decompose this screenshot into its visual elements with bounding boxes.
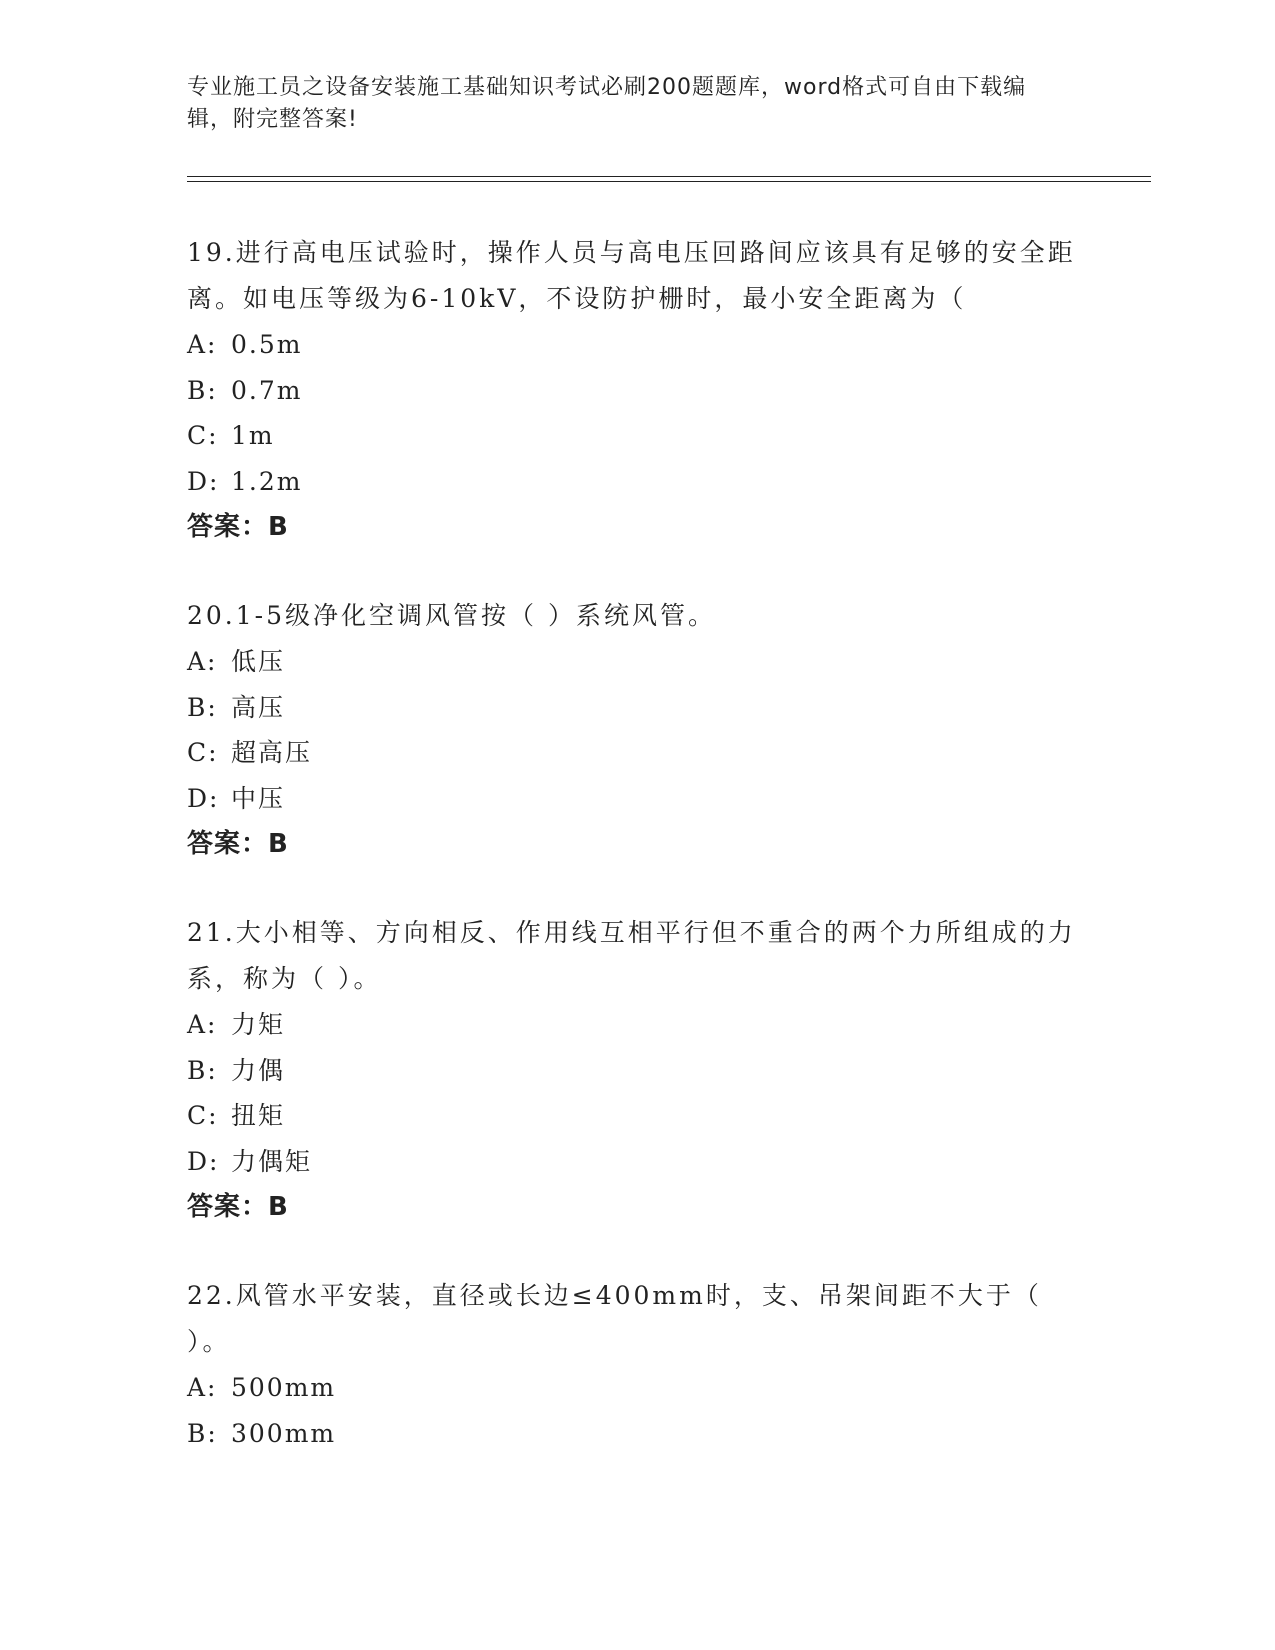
question-19 [187,230,1087,550]
option-b [187,1411,1087,1457]
option-text: 低压 [231,647,286,676]
document-header: 专业施工员之设备安装施工基础知识考试必刷200题题库，word格式可自由下载编辑，附完整答案! [187,75,1027,132]
option-letter: B: [187,1055,218,1085]
answer-label: 答案：B [187,829,289,859]
option-b [187,368,1087,414]
option-letter: A: [187,1373,218,1402]
option-letter: A: [187,330,218,359]
option-text: 0.5m [231,330,303,359]
option-letter: D: [187,1146,220,1176]
option-letter: C: [187,421,219,450]
option-letter: C: [187,738,219,767]
option-text: 1m [231,421,275,450]
option-text: 扭矩 [231,1101,286,1130]
option-text: 中压 [231,783,286,813]
option-b [187,1048,1087,1094]
option-a [187,322,1087,368]
question-text: 20.1-5级净化空调风管按（ ）系统风管。 [187,601,716,630]
question-text: 19.进行高电压试验时，操作人员与高电压回路间应该具有足够的安全距离。如电压等级为6-10kV，不设防护栅时，最小安全距离为（ [187,238,1076,313]
option-a [187,639,1087,685]
question-20 [187,593,1087,867]
option-text: 超高压 [231,738,313,767]
question-text: 21.大小相等、方向相反、作用线互相平行但不重合的两个力所组成的力系，称为（ ）。 [187,918,1076,993]
option-letter: D: [187,783,220,813]
option-text: 0.7m [231,375,303,405]
header-rule-bottom [187,181,1151,182]
option-text: 300mm [231,1418,337,1448]
question-21 [187,910,1087,1230]
option-text: 1.2m [231,466,303,496]
question-22 [187,1273,1087,1456]
option-letter: B: [187,375,218,405]
option-letter: B: [187,1418,218,1448]
option-letter: C: [187,1101,219,1130]
option-letter: A: [187,1010,218,1039]
option-c [187,1093,1087,1139]
option-letter: D: [187,466,220,496]
answer-label: 答案：B [187,1192,289,1222]
option-a [187,1002,1087,1048]
option-a [187,1365,1087,1411]
option-text: 高压 [231,692,286,722]
option-c [187,730,1087,776]
option-d [187,1139,1087,1185]
option-text: 500mm [231,1373,337,1402]
option-d [187,459,1087,505]
option-d [187,776,1087,822]
option-text: 力矩 [231,1010,286,1039]
header-rule-top [187,176,1151,177]
option-text: 力偶矩 [231,1146,313,1176]
question-list [187,230,1087,1499]
option-letter: A: [187,647,218,676]
option-c [187,413,1087,459]
option-b [187,685,1087,731]
option-text: 力偶 [231,1055,286,1085]
option-letter: B: [187,692,218,722]
answer-label: 答案：B [187,512,289,542]
question-text: 22.风管水平安装，直径或长边≤400mm时，支、吊架间距不大于（ ）。 [187,1281,1042,1356]
